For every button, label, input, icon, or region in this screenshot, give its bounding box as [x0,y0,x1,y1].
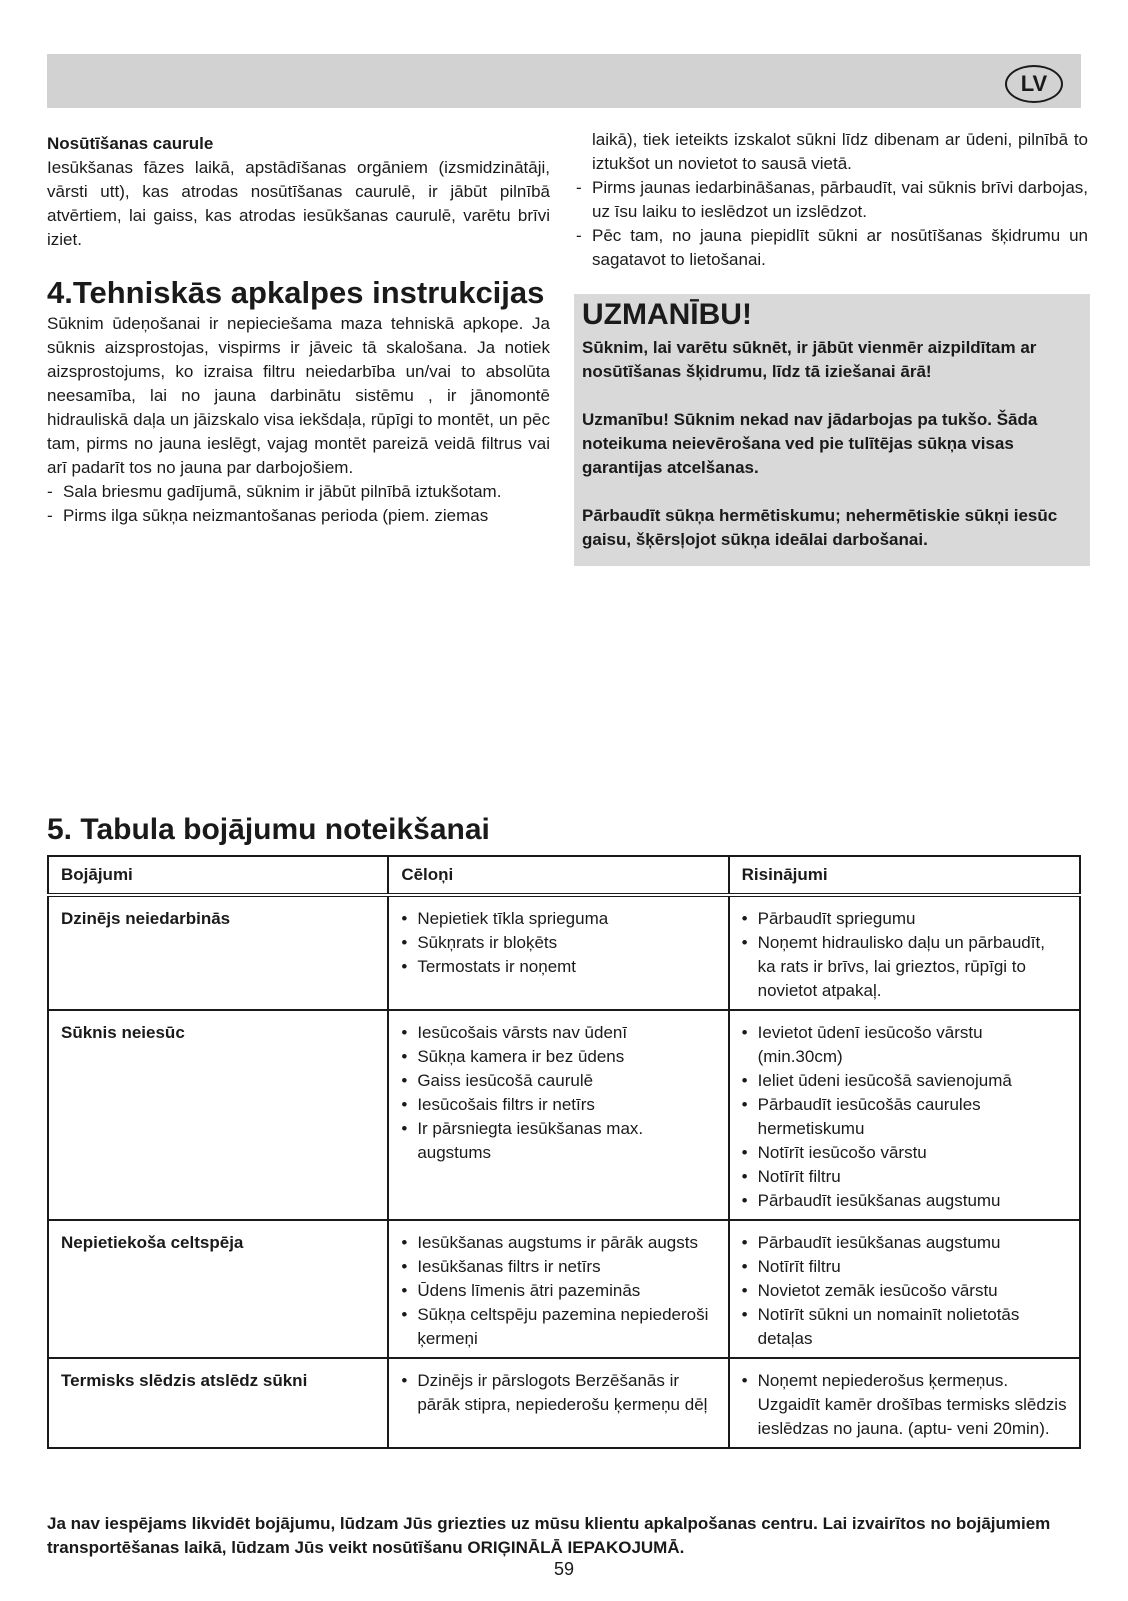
list-item: laikā), tiek ieteikts izskalot sūkni līdz dibenam ar ūdeni, pilnībā to iztukšot un novietot to sausā vietā. [592,130,1088,173]
table-title: 5. Tabula bojājumu noteikšanai [47,813,490,846]
column-header-faults: Bojājumi [48,856,388,895]
warning-title: UZMANĪBU! [582,298,752,331]
list-item: • Iesūkšanas augstums ir pārāk augsts [401,1231,715,1255]
fault-cell: Dzinējs neiedarbinās [48,895,388,1010]
left-column [47,128,550,528]
list-item: • Dzinējs ir pārslogots Berzēšanās ir pārāk stipra, nepiederošu ķermeņu dēļ [401,1369,715,1417]
maintenance-list [47,480,550,528]
list-item: • Sūkņrats ir bloķēts [401,931,715,955]
footer-note: Ja nav iespējams likvidēt bojājumu, lūdzam Jūs griezties uz mūsu klientu apkalpošanas centru. Lai izvairītos no bojājumiem transportēšanas laikā, lūdzam Jūs veikt nosūtīšanu ORIĢINĀLĀ IEPAKOJUMĀ. [47,1514,1051,1557]
list-item: • Iesūcošais vārsts nav ūdenī [401,1021,715,1045]
intro-paragraph: Iesūkšanas fāzes laikā, apstādīšanas orgāniem (izsmidzinātāji, vārsti utt), kas atrodas nosūtīšanas caurulē, ir jābūt pilnībā atvērtiem, lai gaiss, kas atrodas iesūkšanas caurulē, varētu brīvi iziet. [47,158,550,249]
solutions-cell [729,1010,1080,1220]
solutions-cell [729,895,1080,1010]
page-number: 59 [553,1559,575,1579]
section-subheading: Nosūtīšanas caurule [47,134,214,153]
list-item: • Notīrīt filtru [742,1165,1067,1189]
list-item: • Noņemt nepiederošus ķermeņus. Uzgaidīt kamēr drošības termisks slēdzis ieslēdzas no jauna. (aptu- veni 20min). [742,1369,1067,1441]
list-item: • Sūkņa celtspēju pazemina nepiederoši ķermeņi [401,1303,715,1351]
list-item: • Ir pārsniegta iesūkšanas max. augstums [401,1117,715,1165]
column-header-causes: Cēloņi [388,856,728,895]
list-item: • Pārbaudīt iesūcošās caurules hermetiskumu [742,1093,1067,1141]
list-item: - Pirms ilga sūkņa neizmantošanas perioda (piem. ziemas [47,504,550,528]
language-badge: LV [1005,65,1063,103]
list-item: • Iesūkšanas filtrs ir netīrs [401,1255,715,1279]
list-item: - Pēc tam, no jauna piepidlīt sūkni ar nosūtīšanas šķidrumu un sagatavot to lietošanai. [576,224,1088,272]
maintenance-heading: 4.Tehniskās apkalpes instrukcijas [47,275,545,310]
warning-text: Sūknim, lai varētu sūknēt, ir jābūt vienmēr aizpildītam ar nosūtīšanas šķidrumu, līdz tā iziešanai ārā! [582,338,1037,381]
warning-text: Uzmanību! Sūknim nekad nav jādarbojas pa tukšo. Šāda noteikuma neievērošana ved pie tulītējas sūkņa visas garantijas atcelšanas. [582,410,1038,477]
list-item: • Termostats ir noņemt [401,955,715,979]
list-item: • Ieliet ūdeni iesūcošā savienojumā [742,1069,1067,1093]
list-item: • Notīrīt filtru [742,1255,1067,1279]
causes-cell [388,895,728,1010]
table-row [48,1358,1080,1448]
list-item: • Pārbaudīt iesūkšanas augstumu [742,1189,1067,1213]
list-item: • Pārbaudīt iesūkšanas augstumu [742,1231,1067,1255]
troubleshooting-table [47,855,1081,1449]
fault-cell: Termisks slēdzis atslēdz sūkni [48,1358,388,1448]
table-row [48,1220,1080,1358]
list-item: • Iesūcošais filtrs ir netīrs [401,1093,715,1117]
fault-cell: Nepietiekoša celtspēja [48,1220,388,1358]
list-item: • Ūdens līmenis ātri pazeminās [401,1279,715,1303]
right-column [576,128,1088,566]
causes-cell [388,1010,728,1220]
list-item: • Noņemt hidraulisko daļu un pārbaudīt, ka rats ir brīvs, lai grieztos, rūpīgi to novietot atpakaļ. [742,931,1067,1003]
list-item: • Nepietiek tīkla sprieguma [401,907,715,931]
table-row [48,1010,1080,1220]
list-item: - Pirms jaunas iedarbināšanas, pārbaudīt, vai sūknis brīvi darbojas, uz īsu laiku to ieslēdzot un izslēdzot. [576,176,1088,224]
list-item: - Sala briesmu gadījumā, sūknim ir jābūt pilnībā iztukšotam. [47,480,550,504]
list-item: • Novietot zemāk iesūcošo vārstu [742,1279,1067,1303]
fault-cell: Sūknis neiesūc [48,1010,388,1220]
column-header-solutions: Risinājumi [729,856,1080,895]
list-item: • Gaiss iesūcošā caurulē [401,1069,715,1093]
warning-box [574,294,1090,566]
maintenance-list-continued [576,128,1088,272]
warning-text: Pārbaudīt sūkņa hermētiskumu; nehermētiskie sūkņi iesūc gaisu, šķērsļojot sūkņa ideālai darbošanai. [582,506,1058,549]
list-item: • Notīrīt sūkni un nomainīt nolietotās detaļas [742,1303,1067,1351]
table-header-row [48,856,1080,895]
header-bar [47,54,1081,108]
causes-cell [388,1220,728,1358]
list-item: • Sūkņa kamera ir bez ūdens [401,1045,715,1069]
list-item: • Pārbaudīt spriegumu [742,907,1067,931]
maintenance-paragraph: Sūknim ūdeņošanai ir nepieciešama maza tehniskā apkope. Ja sūknis aizsprostojas, vispirms ir jāveic tā skalošana. Ja notiek aizsprostojums, ko izraisa filtru neiedarbība un/vai to absolūta neesamība, lai no jauna darbinātu sistēmu , ir jānomontē hidrauliskā daļa un jāizskalo visa iekšdaļa, rūpīgi to montēt, un pēc tam, pirms no jauna ieslēgt, vajag montēt pareizā veidā filtrus vai arī padarīt tos no jauna par darbojošiem. [47,314,550,477]
solutions-cell [729,1220,1080,1358]
list-item: • Ievietot ūdenī iesūcošo vārstu (min.30cm) [742,1021,1067,1069]
list-item: • Notīrīt iesūcošo vārstu [742,1141,1067,1165]
table-row [48,895,1080,1010]
solutions-cell [729,1358,1080,1448]
causes-cell [388,1358,728,1448]
